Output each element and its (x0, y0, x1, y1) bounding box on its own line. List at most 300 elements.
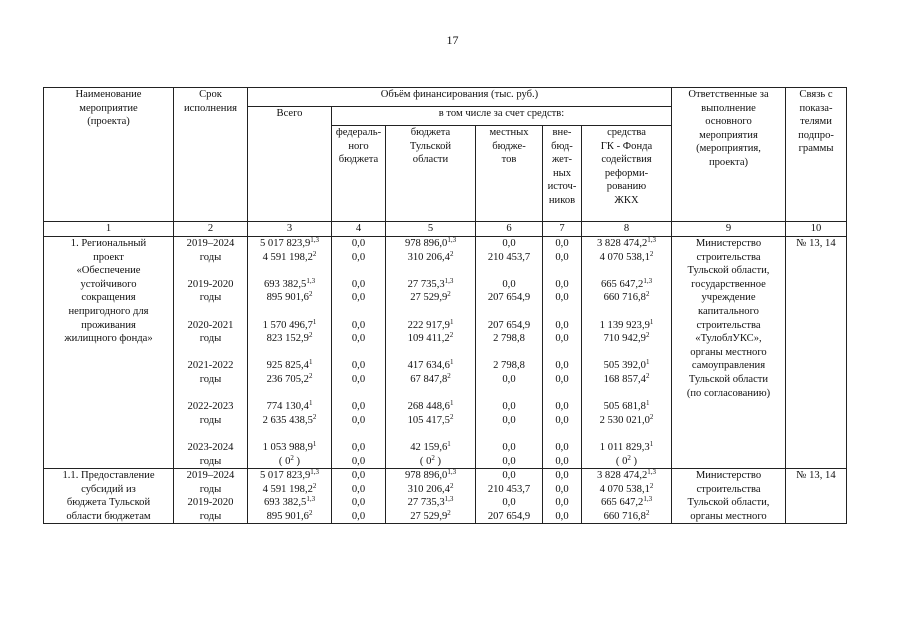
cell-value: 0,0 (555, 483, 569, 495)
event-name-line: 1.1. Предоставление (62, 470, 155, 482)
footnote-mark: 2 (312, 412, 317, 421)
cell-value: ( $0^2$ ) (419, 453, 442, 467)
group-gap (388, 427, 473, 441)
period-line: годы (199, 455, 222, 467)
footnote-mark: 1 (447, 439, 451, 448)
event-name-line: бюджета Тульской (66, 497, 151, 509)
period-line: годы (199, 251, 222, 263)
header-responsible (672, 88, 786, 222)
event-name-line: субсидий из (81, 483, 136, 495)
cell-value: 0,0 (555, 455, 569, 467)
footnote-mark: 2 (447, 508, 451, 517)
col-total (248, 237, 332, 469)
cell-value: 5 017 823,9$^{1,3}$ (259, 468, 320, 482)
header-fund (582, 126, 672, 222)
cell-value: 895 901,6$^2$ (266, 508, 313, 522)
group-gap (176, 305, 245, 319)
footnote-mark: 2 (449, 481, 454, 490)
footnote-mark: 1 (308, 399, 313, 408)
footnote-mark: 2 (312, 249, 317, 258)
footnote-mark: 2 (308, 371, 313, 380)
cell-value: 310 206,4$^2$ (407, 481, 454, 495)
period-line: 2019-2020 (187, 497, 234, 509)
cell-value: 2 530 021,0$^2$ (599, 412, 654, 426)
group-gap (584, 264, 669, 278)
header-line: источ- (547, 181, 577, 193)
cell-value: 0,0 (351, 497, 366, 509)
event-name-line: жилищного фонда» (64, 333, 153, 345)
header-line: Ответственные за (688, 89, 769, 100)
table-row (44, 237, 847, 469)
cell-value: 0,0 (555, 319, 569, 331)
footnote-mark: 2 (308, 290, 313, 299)
responsible-line: «ТулоблУКС», (695, 333, 762, 345)
cell-value: 0,0 (555, 401, 569, 413)
col-regional (386, 237, 476, 469)
group-gap (584, 346, 669, 360)
footnote-mark: 2 (447, 290, 451, 299)
cell-value: 4 070 538,1$^2$ (599, 249, 654, 263)
group-gap (545, 346, 579, 360)
header-line: средства (607, 127, 646, 138)
cell-value: 978 896,0$^{1,3}$ (404, 468, 457, 482)
responsible-line: учреждение (701, 292, 756, 304)
cell-value: 0,0 (351, 292, 366, 304)
cell-value: 0,0 (502, 441, 516, 453)
header-line: выполнение (701, 102, 756, 114)
cell-value: ( $0^2$ ) (615, 453, 638, 467)
cell-value: 710 942,9$^2$ (603, 331, 650, 345)
footnote-mark: 2 (645, 331, 650, 340)
group-gap (545, 264, 579, 278)
footnote-mark: 2 (649, 249, 654, 258)
responsible-line: государственное (691, 278, 766, 290)
event-name-line: устойчивого (80, 278, 137, 290)
cell-value: 660 716,8$^2$ (603, 508, 650, 522)
cell-value: 2 798,8 (493, 360, 525, 372)
event-name-line: «Обеспечение (76, 265, 141, 277)
cell-value: 0,0 (555, 360, 569, 372)
responsible-line: органы местного (690, 510, 767, 522)
cell-value: 210 453,7 (487, 483, 531, 495)
header-line: ных (552, 167, 572, 179)
col-total (248, 469, 332, 524)
header-line: ГК - Фонда (600, 140, 653, 152)
cell-value: 0,0 (555, 414, 569, 426)
group-gap (334, 305, 383, 319)
footnote-mark: 1 (449, 358, 454, 367)
column-number: 9 (672, 222, 786, 237)
cell-value: 0,0 (351, 510, 366, 522)
footnote-mark: 1,3 (306, 276, 316, 285)
cell-value: 2 635 438,5$^2$ (262, 412, 317, 426)
indicator-link: № 13, 14 (786, 469, 847, 524)
footnote-mark: 2 (308, 331, 313, 340)
header-line: Срок (199, 89, 222, 100)
col-fund (582, 237, 672, 469)
responsible-party (672, 469, 786, 524)
group-gap (250, 305, 329, 319)
period-line: 2023-2024 (187, 441, 234, 453)
cell-value: 0,0 (502, 414, 516, 426)
cell-value: 0,0 (555, 292, 569, 304)
group-gap (584, 305, 669, 319)
event-name (44, 237, 174, 469)
cell-value: 1 053 988,9$^1$ (262, 439, 317, 453)
responsible-line: Министерство (695, 470, 762, 482)
cell-value: 27 735,3$^{1,3}$ (407, 495, 454, 509)
cell-value: 0,0 (351, 441, 366, 453)
event-name-line: сокращения (81, 292, 136, 304)
period-line: годы (199, 483, 222, 495)
cell-value: 665 647,2$^{1,3}$ (600, 276, 653, 290)
header-name (44, 88, 174, 222)
event-name-line: непригодного для (68, 305, 149, 317)
column-number: 5 (386, 222, 476, 237)
responsible-line: Тульской области, (687, 497, 770, 509)
header-federal (332, 126, 386, 222)
footnote-mark: 2 (308, 508, 313, 517)
col-federal (332, 237, 386, 469)
cell-value: 0,0 (502, 497, 516, 509)
header-line: основного (705, 116, 752, 128)
cell-value: 2 798,8 (493, 333, 525, 345)
header-line: ного (348, 140, 369, 152)
cell-value: 0,0 (351, 483, 366, 495)
cell-value: 5 017 823,9$^{1,3}$ (259, 236, 320, 249)
col-local (476, 237, 543, 469)
footnote-mark: 2 (449, 331, 454, 340)
footnote-mark: 1 (312, 317, 317, 326)
footnote-mark: 1 (312, 439, 317, 448)
header-line: тов (501, 154, 517, 166)
cell-value: 895 901,6$^2$ (266, 290, 313, 304)
group-gap (388, 346, 473, 360)
column-number: 7 (543, 222, 582, 237)
cell-value: 0,0 (351, 414, 366, 426)
header-line: (проекта) (87, 116, 130, 128)
responsible-line: самоуправления (691, 360, 766, 372)
footnote-mark: 2 (312, 481, 317, 490)
cell-value: 823 152,9$^2$ (266, 331, 313, 345)
header-total: Всего (248, 107, 332, 222)
group-gap (176, 346, 245, 360)
group-gap (176, 264, 245, 278)
cell-value: 210 453,7 (487, 251, 531, 263)
col-period (174, 469, 248, 524)
funding-table (43, 87, 847, 524)
group-gap (478, 264, 540, 278)
cell-value: 27 735,3$^{1,3}$ (407, 276, 454, 290)
header-line: бюдже- (492, 140, 526, 152)
cell-value: 3 828 474,2$^{1,3}$ (596, 236, 657, 249)
cell-value: 109 411,2$^2$ (407, 331, 454, 345)
group-gap (250, 346, 329, 360)
period-line: 2020-2021 (187, 319, 234, 331)
header-line: федераль- (335, 127, 382, 138)
cell-value: 27 529,9$^2$ (410, 290, 451, 304)
cell-value: 0,0 (502, 470, 516, 482)
header-line: Наименование (75, 89, 142, 100)
responsible-line: Тульской области, (687, 265, 770, 277)
header-extra (543, 126, 582, 222)
cell-value: 693 382,5$^{1,3}$ (263, 495, 316, 509)
footnote-mark: 1,3 (647, 236, 657, 244)
period-line: 2019–2024 (186, 238, 235, 249)
footnote-mark: 2 (447, 371, 451, 380)
cell-value: 168 857,4$^2$ (603, 371, 650, 385)
group-gap (334, 387, 383, 401)
cell-value: 0,0 (502, 373, 516, 385)
cell-value: 42 159,6$^1$ (410, 439, 451, 453)
cell-value: 1 570 496,7$^1$ (262, 317, 317, 331)
header-line: исполнения (183, 102, 238, 114)
footnote-mark: 1,3 (643, 495, 653, 504)
footnote-mark: 2 (627, 453, 631, 462)
header-line: Связь с (799, 89, 833, 100)
header-line: рованию (606, 181, 647, 193)
footnote-mark: 1 (649, 439, 654, 448)
cell-value: 207 654,9 (487, 292, 531, 304)
period-line: годы (199, 292, 222, 304)
group-gap (545, 427, 579, 441)
col-extra (543, 469, 582, 524)
footnote-mark: 1 (449, 317, 454, 326)
responsible-line: (по согласованию) (686, 387, 771, 399)
cell-value: 27 529,9$^2$ (410, 508, 451, 522)
header-funding: Объём финансирования (тыс. руб.) (248, 88, 672, 107)
cell-value: 4 070 538,1$^2$ (599, 481, 654, 495)
cell-value: 268 448,6$^1$ (407, 399, 454, 413)
cell-value: 0,0 (502, 278, 516, 290)
event-name (44, 469, 174, 524)
header-line: бюджета (338, 154, 379, 166)
footnote-mark: 2 (645, 371, 650, 380)
cell-value: 1 011 829,3$^1$ (599, 439, 654, 453)
group-gap (545, 387, 579, 401)
responsible-line: капитального (698, 305, 759, 317)
header-line: бюд- (551, 140, 573, 152)
group-gap (388, 305, 473, 319)
group-gap (388, 264, 473, 278)
period-line: 2022-2023 (187, 401, 234, 413)
group-gap (478, 427, 540, 441)
footnote-mark: 1 (449, 399, 454, 408)
cell-value: 978 896,0$^{1,3}$ (404, 236, 457, 249)
column-number: 8 (582, 222, 672, 237)
header-line: вне- (552, 127, 572, 138)
header-line: телями (800, 116, 832, 128)
responsible-line: органы местного (690, 346, 767, 358)
col-federal (332, 469, 386, 524)
cell-value: 0,0 (351, 470, 366, 482)
period-line: годы (199, 510, 222, 522)
column-number-row (44, 222, 847, 237)
cell-value: 236 705,2$^2$ (266, 371, 313, 385)
header-line: ников (548, 194, 576, 206)
header-link (786, 88, 847, 222)
col-fund (582, 469, 672, 524)
cell-value: 0,0 (555, 238, 569, 249)
group-gap (176, 387, 245, 401)
cell-value: 207 654,9 (487, 510, 531, 522)
cell-value: 693 382,5$^{1,3}$ (263, 276, 316, 290)
table-body (44, 237, 847, 524)
cell-value: 67 847,8$^2$ (410, 371, 451, 385)
cell-value: 0,0 (502, 238, 516, 249)
responsible-line: строительства (696, 483, 761, 495)
event-name-line: проживания (81, 319, 136, 331)
cell-value: 4 591 198,2$^2$ (262, 481, 317, 495)
cell-value: 0,0 (351, 360, 366, 372)
cell-value: 1 139 923,9$^1$ (599, 317, 654, 331)
cell-value: 0,0 (555, 333, 569, 345)
cell-value: 505 681,8$^1$ (603, 399, 650, 413)
event-name-line: области бюджетам (66, 510, 151, 522)
group-gap (176, 427, 245, 441)
cell-value: ( $0^2$ ) (278, 453, 301, 467)
cell-value: 0,0 (351, 278, 366, 290)
header-term (174, 88, 248, 222)
group-gap (334, 346, 383, 360)
cell-value: 0,0 (555, 278, 569, 290)
header-line: содействия (601, 154, 652, 166)
group-gap (334, 427, 383, 441)
footnote-mark: 1,3 (310, 468, 320, 477)
header-line: проекта) (708, 156, 749, 168)
footnote-mark: 2 (449, 412, 454, 421)
cell-value: 207 654,9 (487, 319, 531, 331)
period-line: 2021-2022 (187, 360, 234, 372)
column-number: 10 (786, 222, 847, 237)
period-line: 2019–2024 (186, 470, 235, 482)
header-line: подпро- (798, 129, 834, 141)
indicator-link: № 13, 14 (786, 237, 847, 469)
responsible-party (672, 237, 786, 469)
cell-value: 665 647,2$^{1,3}$ (600, 495, 653, 509)
table-row (44, 469, 847, 524)
cell-value: 0,0 (351, 251, 366, 263)
cell-value: 3 828 474,2$^{1,3}$ (596, 468, 657, 482)
group-gap (250, 264, 329, 278)
header-line: граммы (798, 143, 834, 155)
header-local (476, 126, 543, 222)
cell-value: 0,0 (502, 401, 516, 413)
period-line: годы (199, 414, 222, 426)
column-number: 4 (332, 222, 386, 237)
footnote-mark: 1,3 (310, 236, 320, 244)
footnote-mark: 2 (649, 412, 654, 421)
footnote-mark: 1,3 (444, 276, 454, 285)
group-gap (478, 346, 540, 360)
cell-value: 0,0 (351, 401, 366, 413)
footnote-mark: 1 (649, 317, 654, 326)
responsible-line: Министерство (695, 238, 762, 249)
footnote-mark: 1 (308, 358, 313, 367)
group-gap (388, 387, 473, 401)
column-number: 1 (44, 222, 174, 237)
cell-value: 0,0 (351, 373, 366, 385)
footnote-mark: 2 (649, 481, 654, 490)
col-regional (386, 469, 476, 524)
header-line: мероприятие (79, 102, 138, 114)
cell-value: 0,0 (555, 497, 569, 509)
footnote-mark: 2 (449, 249, 454, 258)
cell-value: 417 634,6$^1$ (407, 358, 454, 372)
group-gap (584, 387, 669, 401)
header-line: жет- (551, 154, 573, 166)
header-incl: в том числе за счет средств: (332, 107, 672, 126)
header-line: мероприятия (699, 129, 758, 141)
responsible-line: строительства (696, 319, 761, 331)
col-extra (543, 237, 582, 469)
cell-value: 105 417,5$^2$ (407, 412, 454, 426)
cell-value: 0,0 (555, 373, 569, 385)
cell-value: 505 392,0$^1$ (603, 358, 650, 372)
cell-value: 0,0 (351, 238, 366, 249)
responsible-line: Тульской области (688, 373, 769, 385)
cell-value: 310 206,4$^2$ (407, 249, 454, 263)
cell-value: 0,0 (351, 319, 366, 331)
period-line: 2019-2020 (187, 278, 234, 290)
event-name-line: 1. Региональный (70, 238, 147, 249)
cell-value: 774 130,4$^1$ (266, 399, 313, 413)
page-number: 17 (446, 33, 459, 47)
cell-value: 0,0 (502, 455, 516, 467)
group-gap (545, 305, 579, 319)
event-name-line: проект (93, 251, 124, 263)
header-line: бюджета (410, 127, 451, 138)
footnote-mark: 1,3 (306, 495, 316, 504)
cell-value: 0,0 (555, 510, 569, 522)
header-line: реформи- (604, 167, 649, 179)
group-gap (250, 387, 329, 401)
col-period (174, 237, 248, 469)
period-line: годы (199, 333, 222, 345)
cell-value: 925 825,4$^1$ (266, 358, 313, 372)
footnote-mark: 2 (290, 453, 294, 462)
group-gap (334, 264, 383, 278)
cell-value: 4 591 198,2$^2$ (262, 249, 317, 263)
header-line: (мероприятия, (696, 143, 761, 155)
cell-value: 0,0 (555, 470, 569, 482)
cell-value: 0,0 (555, 251, 569, 263)
footnote-mark: 1,3 (447, 468, 457, 477)
period-line: годы (199, 373, 222, 385)
footnote-mark: 1,3 (444, 495, 454, 504)
footnote-mark: 2 (431, 453, 435, 462)
header-line: ЖКХ (614, 194, 639, 206)
column-number: 3 (248, 222, 332, 237)
cell-value: 222 917,9$^1$ (407, 317, 454, 331)
footnote-mark: 1,3 (447, 236, 457, 244)
header-line: области (412, 154, 449, 166)
footnote-mark: 1 (645, 399, 650, 408)
cell-value: 0,0 (555, 441, 569, 453)
footnote-mark: 2 (645, 290, 650, 299)
footnote-mark: 1 (645, 358, 650, 367)
cell-value: 660 716,8$^2$ (603, 290, 650, 304)
responsible-line: строительства (696, 251, 761, 263)
header-line: показа- (799, 102, 833, 114)
group-gap (478, 305, 540, 319)
footnote-mark: 1,3 (647, 468, 657, 477)
header-regional (386, 126, 476, 222)
column-number: 2 (174, 222, 248, 237)
footnote-mark: 1,3 (643, 276, 653, 285)
group-gap (478, 387, 540, 401)
group-gap (250, 427, 329, 441)
